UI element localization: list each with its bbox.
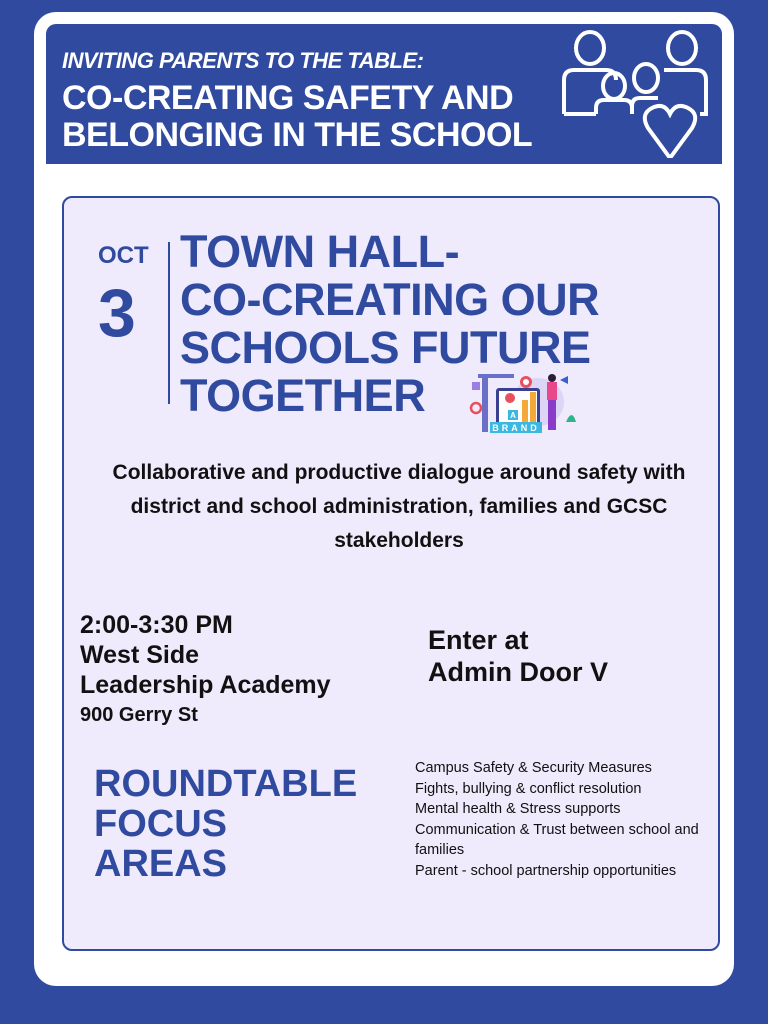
event-day: 3 (98, 275, 136, 351)
branding-illustration (468, 372, 580, 436)
event-month: OCT (98, 242, 149, 269)
venue-line: West Side (80, 641, 200, 669)
header-title-line: BELONGING IN THE SCHOOL (62, 116, 533, 154)
header-title-line: CO-CREATING SAFETY AND (62, 79, 514, 117)
event-time-location (80, 610, 331, 730)
focus-heading-line: FOCUS (94, 803, 227, 845)
focus-heading-line: AREAS (94, 843, 228, 885)
header-banner (46, 24, 722, 164)
event-title-line: CO-CREATING OUR (180, 274, 600, 325)
header-title (62, 80, 532, 154)
svg-text:A: A (510, 411, 516, 420)
header-kicker: INVITING PARENTS TO THE TABLE: (62, 48, 424, 73)
event-title-line: SCHOOLS FUTURE (180, 322, 591, 373)
divider (168, 242, 170, 404)
event-address: 900 Gerry St (80, 704, 198, 726)
illustration-text: BRAND (492, 423, 540, 433)
event-description: Collaborative and productive dialogue around safety with district and school administration, families and GCSC stakeholders (112, 461, 686, 552)
event-title-line: TOGETHER (180, 370, 426, 421)
focus-item: Fights, bullying & conflict resolution (415, 780, 642, 797)
focus-heading (94, 764, 357, 884)
focus-heading-line: ROUNDTABLE (94, 763, 358, 805)
focus-item: Campus Safety & Security Measures (415, 760, 652, 776)
venue-line: Leadership Academy (80, 671, 331, 699)
entrance-line: Admin Door V (428, 657, 608, 687)
event-time: 2:00-3:30 PM (80, 611, 233, 639)
event-panel (62, 196, 720, 951)
event-title-line: TOWN HALL- (180, 226, 460, 277)
focus-areas-list (415, 758, 705, 881)
focus-item: Communication & Trust between school and families (415, 821, 699, 858)
entrance-line: Enter at (428, 625, 529, 655)
focus-item: Mental health & Stress supports (415, 801, 621, 817)
family-heart-icon (560, 28, 720, 158)
focus-item: Parent - school partnership opportunities (415, 862, 677, 879)
entrance-info (428, 624, 608, 688)
